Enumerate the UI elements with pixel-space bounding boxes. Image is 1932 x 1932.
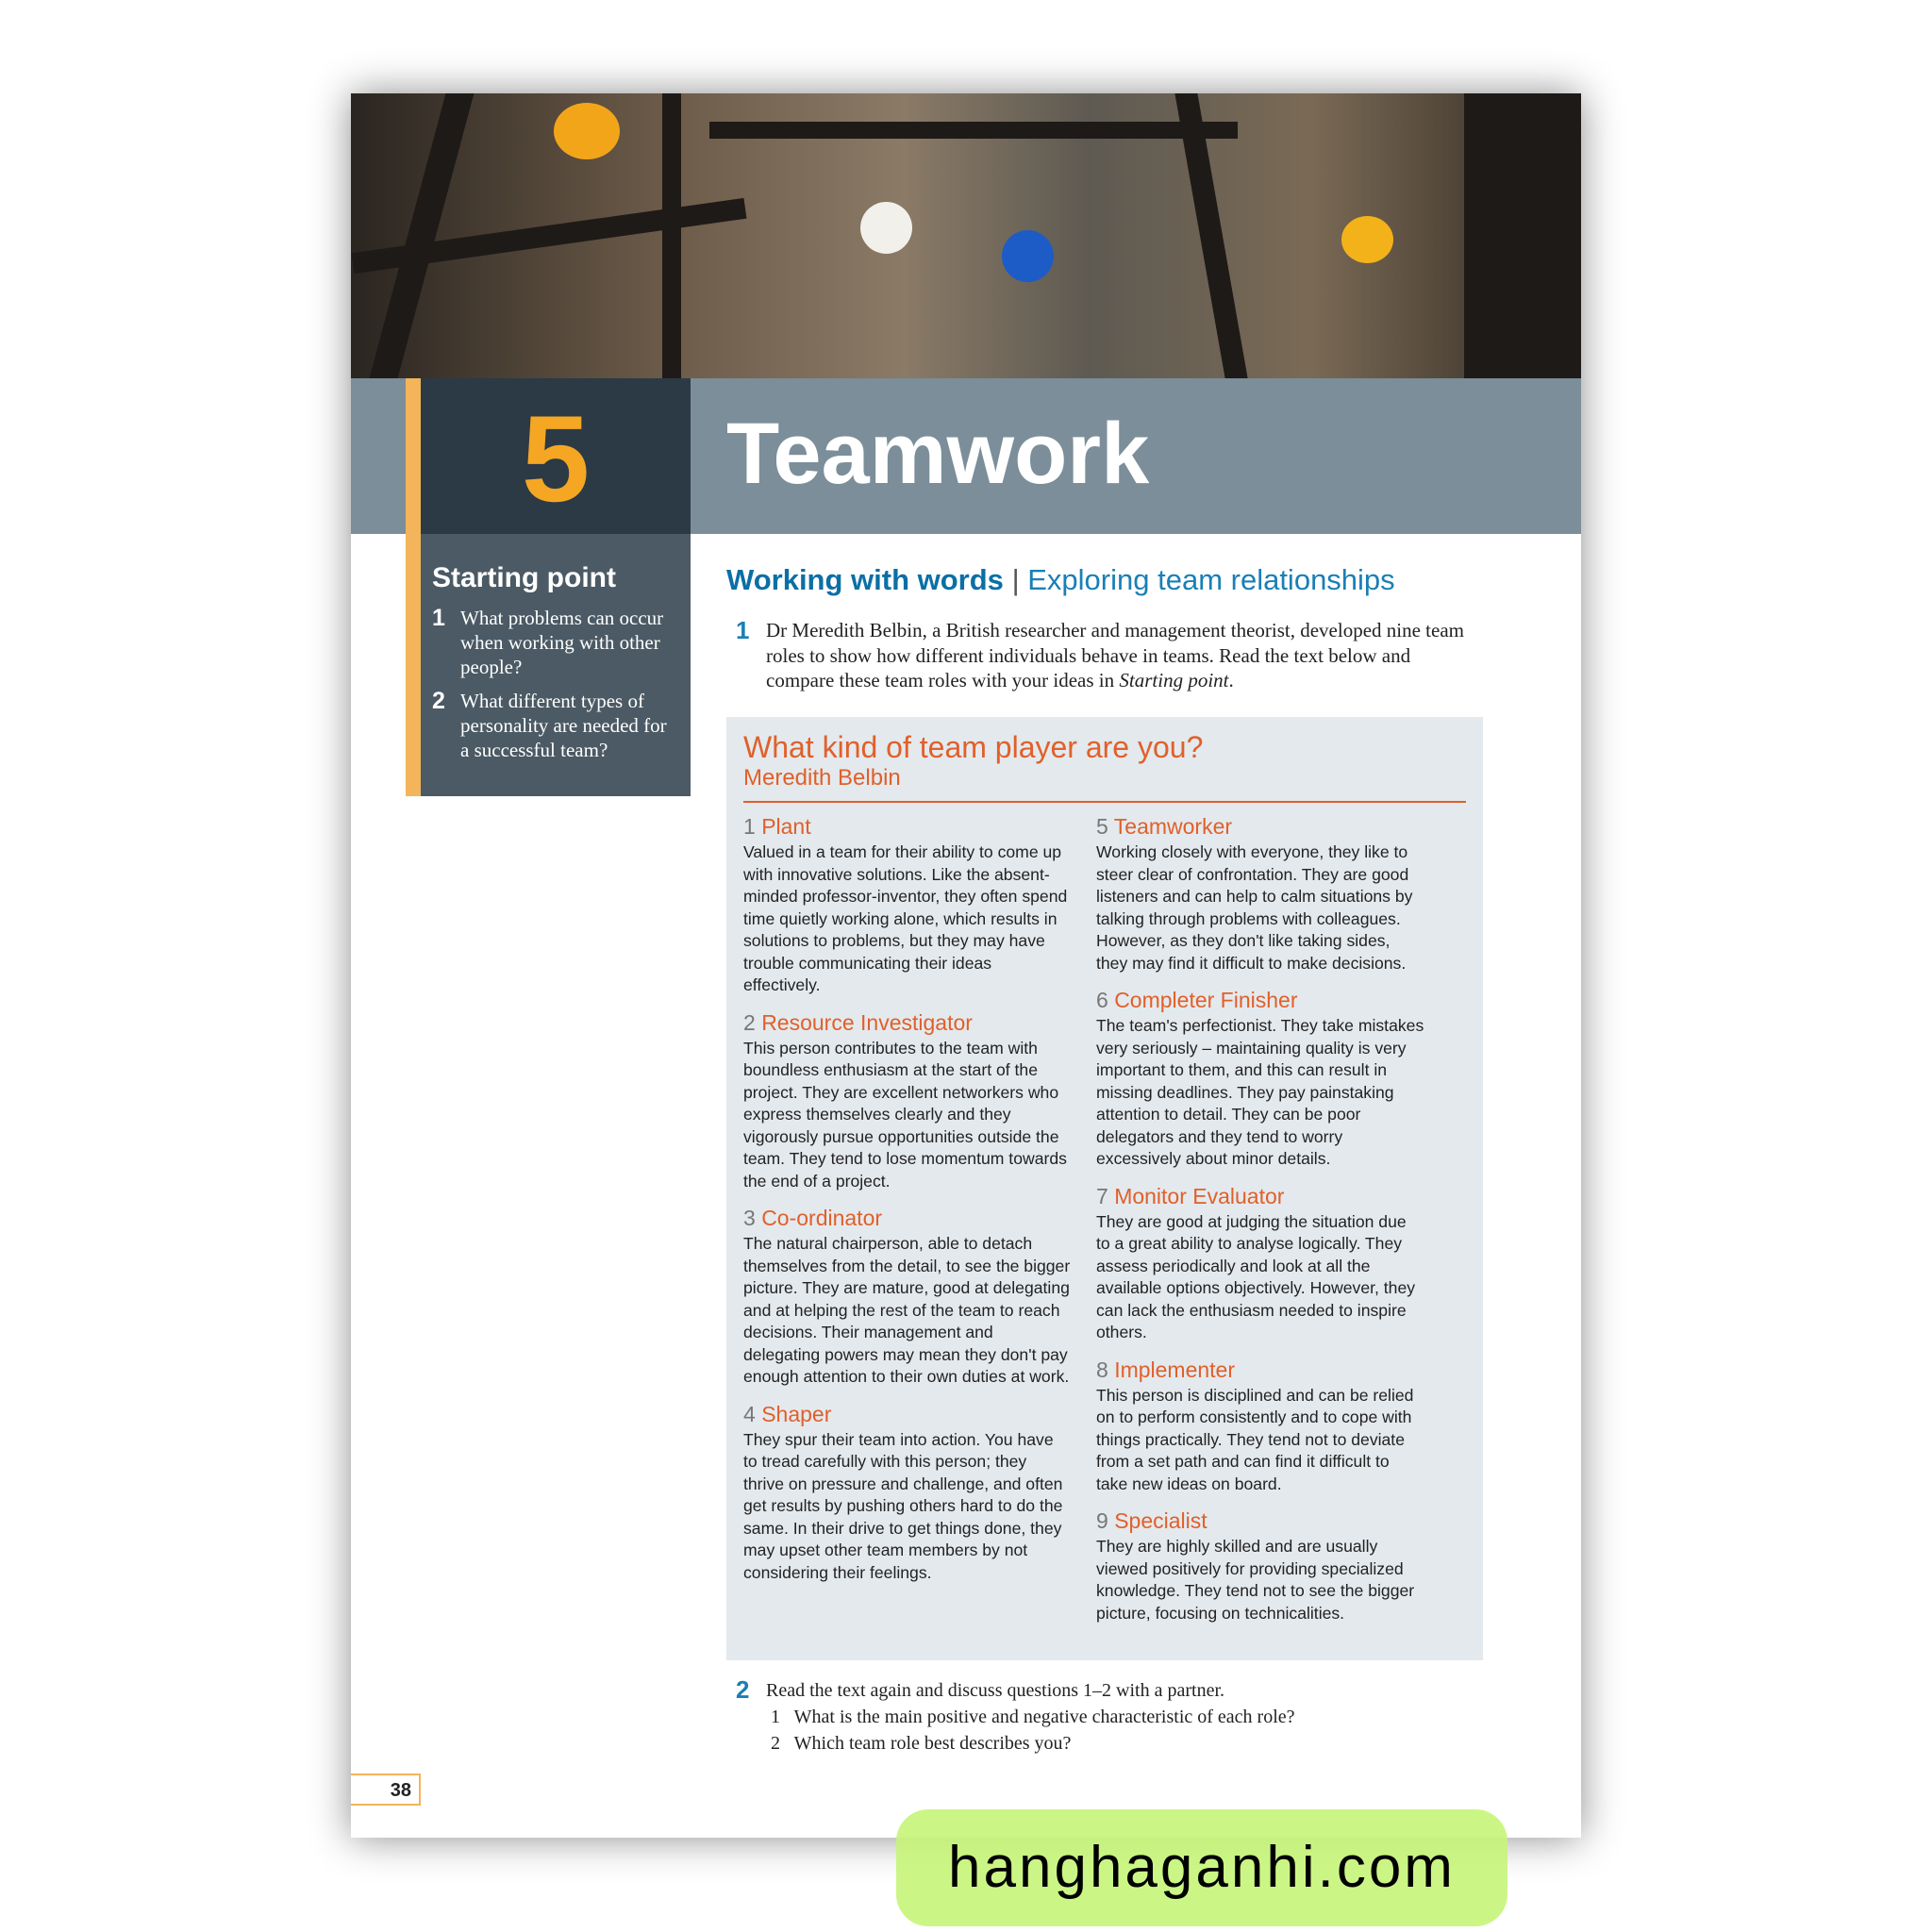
role-description: The natural chairperson, able to detach themselves from the detail, to see the bigger picture. They are mature, good at delegating and at helping the rest of the team to reach decisions. Their management and delegating powers may mean they don't pay enough attention to their own duties at work. <box>743 1234 1071 1386</box>
role-number: 6 <box>1096 988 1108 1012</box>
team-role <box>1096 1184 1424 1344</box>
role-number: 9 <box>1096 1508 1108 1533</box>
exercise-text: Read the text again and discuss questions 1–2 with a partner. <box>766 1680 1225 1701</box>
role-number: 3 <box>743 1206 756 1230</box>
section-heading <box>726 563 1395 597</box>
article-column-left <box>743 814 1072 1638</box>
role-name: Co-ordinator <box>761 1206 883 1230</box>
main-flow <box>726 717 1483 1757</box>
role-description: The team's perfectionist. They take mistakes very seriously – maintaining quality is very important to them, and this can result in missing deadlines. They pay painstaking attention to detail. They can be poor delegators and they tend to worry excessively about minor details. <box>1096 1016 1424 1168</box>
question-number: 1 <box>432 605 445 631</box>
team-role <box>743 1402 1072 1585</box>
exercise-paragraph <box>766 618 1481 693</box>
role-heading <box>743 1206 1072 1231</box>
role-name: Teamworker <box>1113 814 1233 839</box>
team-role <box>743 814 1072 997</box>
page-number: 38 <box>351 1774 421 1806</box>
role-description: This person is disciplined and can be relied on to perform consistently and to cope with things practically. They tend not to deviate from a set path and can find it difficult to take new ideas on board. <box>1096 1385 1414 1493</box>
article-title: What kind of team player are you? <box>743 730 1204 764</box>
question-text: What problems can occur when working with other people? <box>460 607 664 678</box>
role-number: 1 <box>743 814 756 839</box>
team-role <box>1096 1357 1424 1496</box>
role-heading <box>743 1010 1072 1036</box>
role-name: Implementer <box>1114 1357 1236 1382</box>
role-number: 5 <box>1096 814 1108 839</box>
starting-point-panel <box>406 534 691 796</box>
exercise-italic: Starting point <box>1119 669 1229 691</box>
role-number: 2 <box>743 1009 756 1035</box>
role-heading <box>1096 1184 1424 1209</box>
role-heading <box>1096 988 1424 1013</box>
role-description: They are highly skilled and are usually viewed positively for providing specialized knowledge. They tend not to see the bigger picture, focusing on technicalities. <box>1096 1537 1415 1623</box>
item-number: 2 <box>771 1733 780 1754</box>
role-name: Shaper <box>761 1401 832 1426</box>
article-column-right <box>1096 814 1424 1638</box>
role-number: 8 <box>1096 1357 1108 1382</box>
team-role <box>1096 1508 1424 1624</box>
question-number: 2 <box>432 688 445 714</box>
role-heading <box>1096 1357 1424 1383</box>
team-role <box>743 1010 1072 1193</box>
role-description: Valued in a team for their ability to come up with innovative solutions. Like the absent-minded professor-inventor, they often spend time quietly working alone, which results in solutions to problems, but they may have trouble communicating their ideas effectively. <box>743 842 1068 994</box>
exercise-number: 2 <box>736 1675 750 1704</box>
article-author: Meredith Belbin <box>743 765 1466 803</box>
chapter-number-box <box>406 378 691 534</box>
team-role <box>743 1206 1072 1389</box>
exercise-item <box>766 1730 1295 1757</box>
team-role <box>1096 988 1424 1171</box>
role-description: They spur their team into action. You have to tread carefully with this person; they thrive on pressure and challenge, and often get results by pushing others hard to do the same. In their drive to get things done, they may upset other team members by not considering their feelings. <box>743 1429 1063 1582</box>
separator: | <box>1011 563 1020 596</box>
exercise-1 <box>736 618 1481 693</box>
role-name: Monitor Evaluator <box>1114 1183 1285 1208</box>
chapter-number: 5 <box>521 390 591 527</box>
item-text: What is the main positive and negative characteristic of each role? <box>793 1707 1295 1727</box>
role-description: They are good at judging the situation due to a great ability to analyse logically. They assess periodically and look at all the available options objectively. However, they can lack the enthusiasm needed to inspire others. <box>1096 1211 1416 1341</box>
role-heading <box>743 814 1072 840</box>
chapter-title: Teamwork <box>726 406 1150 502</box>
item-number: 1 <box>771 1707 780 1727</box>
role-heading <box>743 1402 1072 1427</box>
role-name: Resource Investigator <box>761 1009 973 1035</box>
role-number: 4 <box>743 1401 756 1426</box>
starting-point-heading: Starting point <box>432 562 616 593</box>
exercise-item <box>766 1704 1295 1730</box>
starting-point-question <box>432 606 675 679</box>
role-description: Working closely with everyone, they like to steer clear of confrontation. They are good listeners and can help to calm situations by talking through problems with colleagues. However, as they don't like taking sides, they may find it difficult to make decisions. <box>1096 842 1413 973</box>
role-name: Plant <box>761 814 811 839</box>
question-text: What different types of personality are needed for a successful team? <box>460 690 667 761</box>
textbook-page <box>351 93 1581 1838</box>
exercise-2 <box>736 1677 1483 1757</box>
role-heading <box>1096 814 1424 840</box>
punctuation: . <box>1228 669 1234 691</box>
role-description: This person contributes to the team with boundless enthusiasm at the start of the project. They are excellent networkers who express themselves clearly and they vigorously pursue opportunities outside the team. They tend to lose momentum towards the end of a project. <box>743 1038 1067 1191</box>
team-role <box>1096 814 1424 974</box>
role-number: 7 <box>1096 1183 1108 1208</box>
exercise-number: 1 <box>736 616 750 644</box>
item-text: Which team role best describes you? <box>793 1733 1072 1754</box>
article-box <box>726 717 1483 1660</box>
role-heading <box>1096 1508 1424 1534</box>
role-name: Completer Finisher <box>1114 988 1298 1012</box>
construction-workers-photo <box>351 93 1581 378</box>
starting-point-question <box>432 689 675 762</box>
role-name: Specialist <box>1114 1508 1208 1533</box>
watermark: hanghaganhi.com <box>896 1809 1507 1926</box>
section-title: Working with words <box>726 563 1004 596</box>
exercise-text: Dr Meredith Belbin, a British researcher and management theorist, developed nine team roles to show how different individuals behave in teams. Read the text below and compare these team roles with your ideas in <box>766 619 1464 691</box>
section-subtitle: Exploring team relationships <box>1027 563 1395 596</box>
